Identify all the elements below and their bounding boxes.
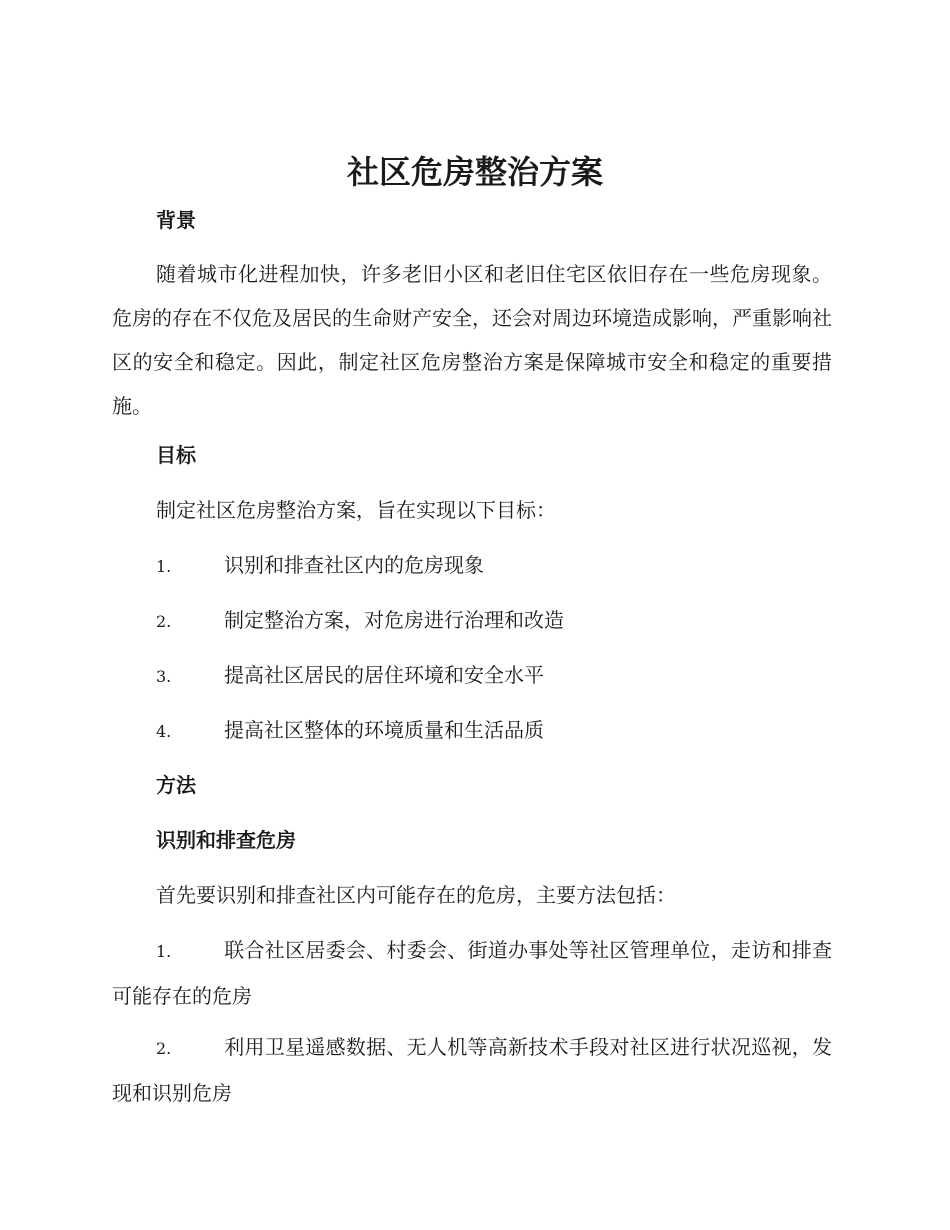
list-text: 识别和排查社区内的危房现象 <box>224 553 484 577</box>
list-number: 2. <box>156 612 172 631</box>
list-text: 提高社区整体的环境质量和生活品质 <box>224 718 544 742</box>
goals-intro: 制定社区危房整治方案，旨在实现以下目标： <box>156 498 556 522</box>
list-text: 提高社区居民的居住环境和安全水平 <box>224 663 544 687</box>
goals-list-item <box>112 708 832 754</box>
methods-list-item <box>112 928 832 1018</box>
list-number: 2. <box>156 1039 172 1058</box>
section-heading-background: 背景 <box>156 208 196 232</box>
list-text: 联合社区居委会、村委会、街道办事处等社区管理单位，走访和排查可能存在的危房 <box>112 938 832 1008</box>
methods-intro: 首先要识别和排查社区内可能存在的危房，主要方法包括： <box>156 883 676 907</box>
section-heading-goals: 目标 <box>156 443 196 467</box>
list-text: 利用卫星遥感数据、无人机等高新技术手段对社区进行状况巡视，发现和识别危房 <box>112 1035 832 1105</box>
methods-list-item <box>112 1025 832 1115</box>
background-paragraph: 随着城市化进程加快，许多老旧小区和老旧住宅区依旧存在一些危房现象。危房的存在不仅危及居民的生命财产安全，还会对周边环境造成影响，严重影响社区的安全和稳定。因此，制定社区危房整治方案是保障城市安全和稳定的重要措施。 <box>112 262 832 418</box>
document-title: 社区危房整治方案 <box>346 153 603 191</box>
goals-list-item <box>112 598 832 644</box>
section-heading-methods: 方法 <box>156 773 196 797</box>
list-number: 1. <box>156 557 172 576</box>
goals-list-item <box>112 543 832 589</box>
goals-list-item <box>112 653 832 699</box>
list-number: 3. <box>156 667 172 686</box>
list-number: 1. <box>156 942 172 961</box>
list-text: 制定整治方案，对危房进行治理和改造 <box>224 608 564 632</box>
subsection-heading-identify: 识别和排查危房 <box>156 828 296 852</box>
list-number: 4. <box>156 722 172 741</box>
